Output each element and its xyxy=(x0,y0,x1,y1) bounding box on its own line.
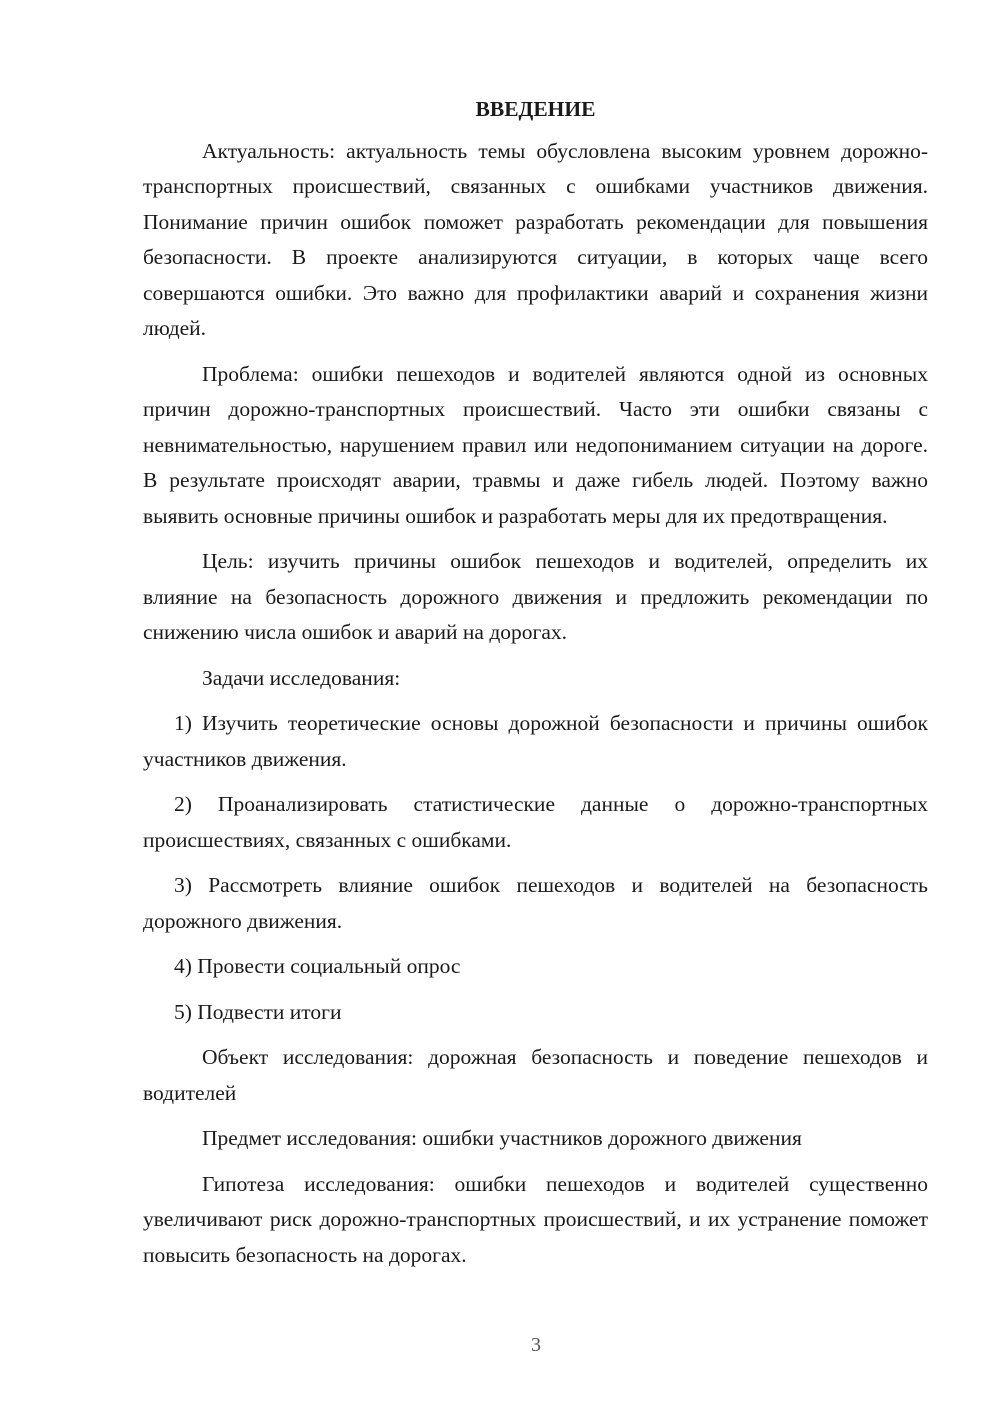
task-item-3: 3) Рассмотреть влияние ошибок пешеходов и водителей на безопасность дорожного движения. xyxy=(143,873,928,933)
task-item-1: 1) Изучить теоретические основы дорожной безопасности и причины ошибок участников движения. xyxy=(143,711,928,771)
section-title: ВВЕДЕНИЕ xyxy=(475,97,596,121)
paragraph-goal: Цель: изучить причины ошибок пешеходов и водителей, определить их влияние на безопасность дорожного движения и предложить рекомендации по снижению числа ошибок и аварий на дорогах. xyxy=(143,549,928,644)
tasks-heading: Задачи исследования: xyxy=(202,665,401,690)
paragraph-relevance: Актуальность: актуальность темы обусловлена высоким уровнем дорожно-транспортных происшествий, связанных с ошибками участников движения. Понимание причин ошибок поможет разработать рекомендации для повышения безопасности. В проекте анализируются ситуации, в которых чаще всего совершаются ошибки. Это важно для профилактики аварий и сохранения жизни людей. xyxy=(143,138,928,340)
document-page xyxy=(143,92,928,1283)
page-number: 3 xyxy=(531,1334,541,1356)
paragraph-subject: Предмет исследования: ошибки участников дорожного движения xyxy=(202,1126,802,1150)
task-item-5: 5) Подвести итоги xyxy=(174,999,342,1024)
task-item-2: 2) Проанализировать статистические данные о дорожно-транспортных происшествиях, связанных с ошибками. xyxy=(143,792,928,852)
task-item-4: 4) Провести социальный опрос xyxy=(174,954,461,978)
paragraph-hypothesis: Гипотеза исследования: ошибки пешеходов и водителей существенно увеличивают риск дорожно-транспортных происшествий, и их устранение поможет повысить безопасность на дорогах. xyxy=(143,1171,928,1267)
paragraph-object: Объект исследования: дорожная безопасность и поведение пешеходов и водителей xyxy=(143,1045,928,1105)
paragraph-problem: Проблема: ошибки пешеходов и водителей являются одной из основных причин дорожно-транспортных происшествий. Часто эти ошибки связаны с невнимательностью, нарушением правил или недопониманием ситуации на дороге. В результате происходят аварии, травмы и даже гибель людей. Поэтому важно выявить основные причины ошибок и разработать меры для их предотвращения. xyxy=(143,361,928,528)
